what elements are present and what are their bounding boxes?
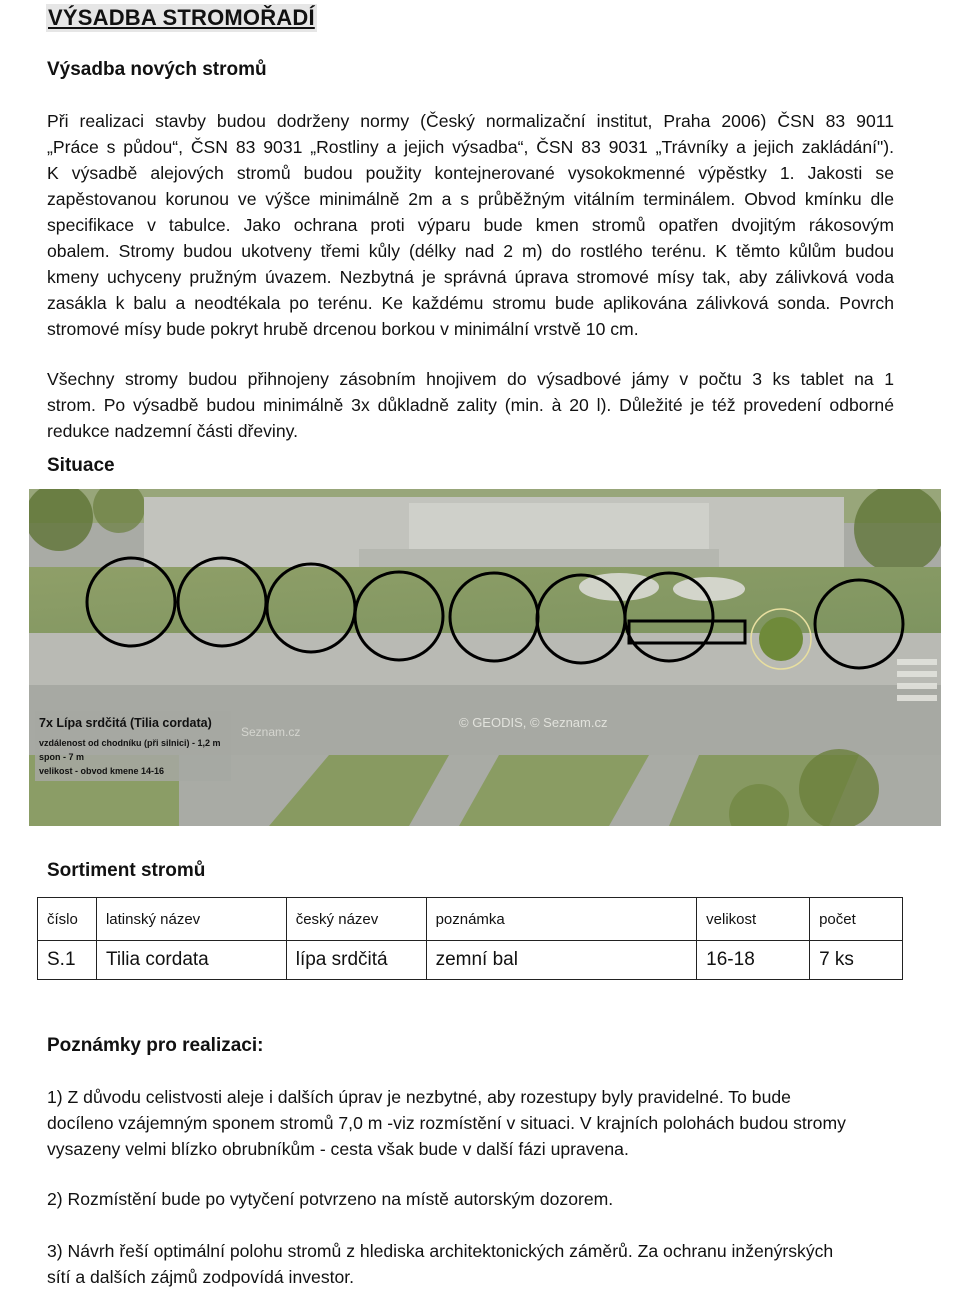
note-2: 2) Rozmístění bude po vytyčení potvrzeno na místě autorským dozorem. [47, 1189, 614, 1209]
paragraph-line: obalem. Stromy budou ukotveny třemi kůly (délky nad 2 m) do rostlého terénu. K těmto kůlům budou [47, 241, 894, 261]
paragraph-line: K výsadbě alejových stromů budou použity kontejnerované vysokokmenné výpěstky 1. Jakosti se [47, 163, 894, 183]
table-cell: S.1 [38, 941, 97, 980]
paragraph-line: Všechny stromy budou přihnojeny zásobním hnojivem do výsadbové jámy v počtu 3 ks tablet na 1 [47, 369, 894, 389]
table-header-cell: velikost [697, 898, 810, 941]
paragraph-line: redukce nadzemní části dřeviny. [47, 421, 298, 441]
section-heading-sortiment: Sortiment stromů [47, 860, 206, 881]
table-header-cell: český název [286, 898, 426, 941]
table-cell: Tilia cordata [96, 941, 286, 980]
table-row [38, 941, 903, 980]
section-heading-planting: Výsadba nových stromů [47, 59, 267, 80]
tree-canopy [799, 749, 879, 826]
paragraph-line: zasákla k balu a neodtékala po terénu. Ke každému stromu bude aplikována zálivková sonda. Povrch [47, 293, 894, 313]
section-heading-situace: Situace [47, 455, 115, 476]
paragraph-line: „Práce s půdou“, ČSN 83 9031 „Rostliny a jejich výsadba“, ČSN 83 9031 „Trávníky a jejich zakládání"). [47, 137, 894, 157]
legend-line: spon - 7 m [39, 752, 85, 762]
paragraph-line: zapěstovanou korunou ve výšce minimálně 2m a s průběžným vitálním terminálem. Obvod kmínku dle [47, 189, 894, 209]
note-line: vysazeny velmi blízko obrubníkům - cesta však bude v další fázi upravena. [47, 1139, 629, 1159]
existing-tree [759, 617, 803, 661]
note-3 [47, 1238, 907, 1290]
table-header-cell: poznámka [426, 898, 697, 941]
section-heading-notes: Poznámky pro realizaci: [47, 1035, 264, 1056]
note-line: 1) Z důvodu celistvosti aleje i dalších úprav je nezbytné, aby rozestupy byly pravidelné. To bude [47, 1087, 791, 1107]
sortiment-table [37, 897, 903, 980]
table-cell: zemní bal [426, 941, 697, 980]
note-1 [47, 1084, 907, 1162]
paragraph-line: specifikace v tabulce. Jako ochrana proti výparu bude kmen stromů opatřen dvojitým rákosovým [47, 215, 894, 235]
paragraph-line: kmeny uchyceny pružným úvazem. Nezbytná je správná úprava stromové mísy tak, aby zálivková voda [47, 267, 894, 287]
watermark-left: Seznam.cz [241, 725, 301, 739]
table-cell: 7 ks [810, 941, 903, 980]
note-line: docíleno vzájemným sponem stromů 7,0 m -viz rozmístění v situaci. V krajních polohách budou stromy [47, 1113, 846, 1133]
paragraph-planting [47, 108, 894, 342]
legend-title: 7x Lípa srdčitá (Tilia cordata) [39, 716, 212, 730]
paragraph-line: strom. Po výsadbě budou minimálně 3x důkladně zality (min. à 20 l). Důležité je též provedení odborné [47, 395, 894, 415]
situation-aerial-map [29, 489, 941, 826]
table-cell: 16-18 [697, 941, 810, 980]
legend-line: vzdálenost od chodníku (při silnici) - 1,2 m [39, 738, 221, 748]
table-header-cell: číslo [38, 898, 97, 941]
table-cell: lípa srdčitá [286, 941, 426, 980]
paragraph-line: Při realizaci stavby budou dodrženy normy (Český normalizační institut, Praha 2006) ČSN 83 9011 [47, 111, 894, 131]
note-line: sítí a dalších zájmů zodpovídá investor. [47, 1267, 355, 1287]
note-line: 3) Návrh řeší optimální polohu stromů z hlediska architektonických záměrů. Za ochranu inženýrských [47, 1241, 834, 1261]
table-header-cell: počet [810, 898, 903, 941]
watermark: © GEODIS, © Seznam.cz [459, 715, 608, 730]
page-title: VÝSADBA STROMOŘADÍ [48, 5, 315, 30]
table-header-row [38, 898, 903, 941]
legend-line: velikost - obvod kmene 14-16 [39, 766, 165, 776]
paragraph-fertilizing [47, 366, 894, 444]
paragraph-line: stromové mísy bude pokryt hrubě drcenou borkou v minimální vrstvě 10 cm. [47, 319, 639, 339]
table-header-cell: latinský název [96, 898, 286, 941]
